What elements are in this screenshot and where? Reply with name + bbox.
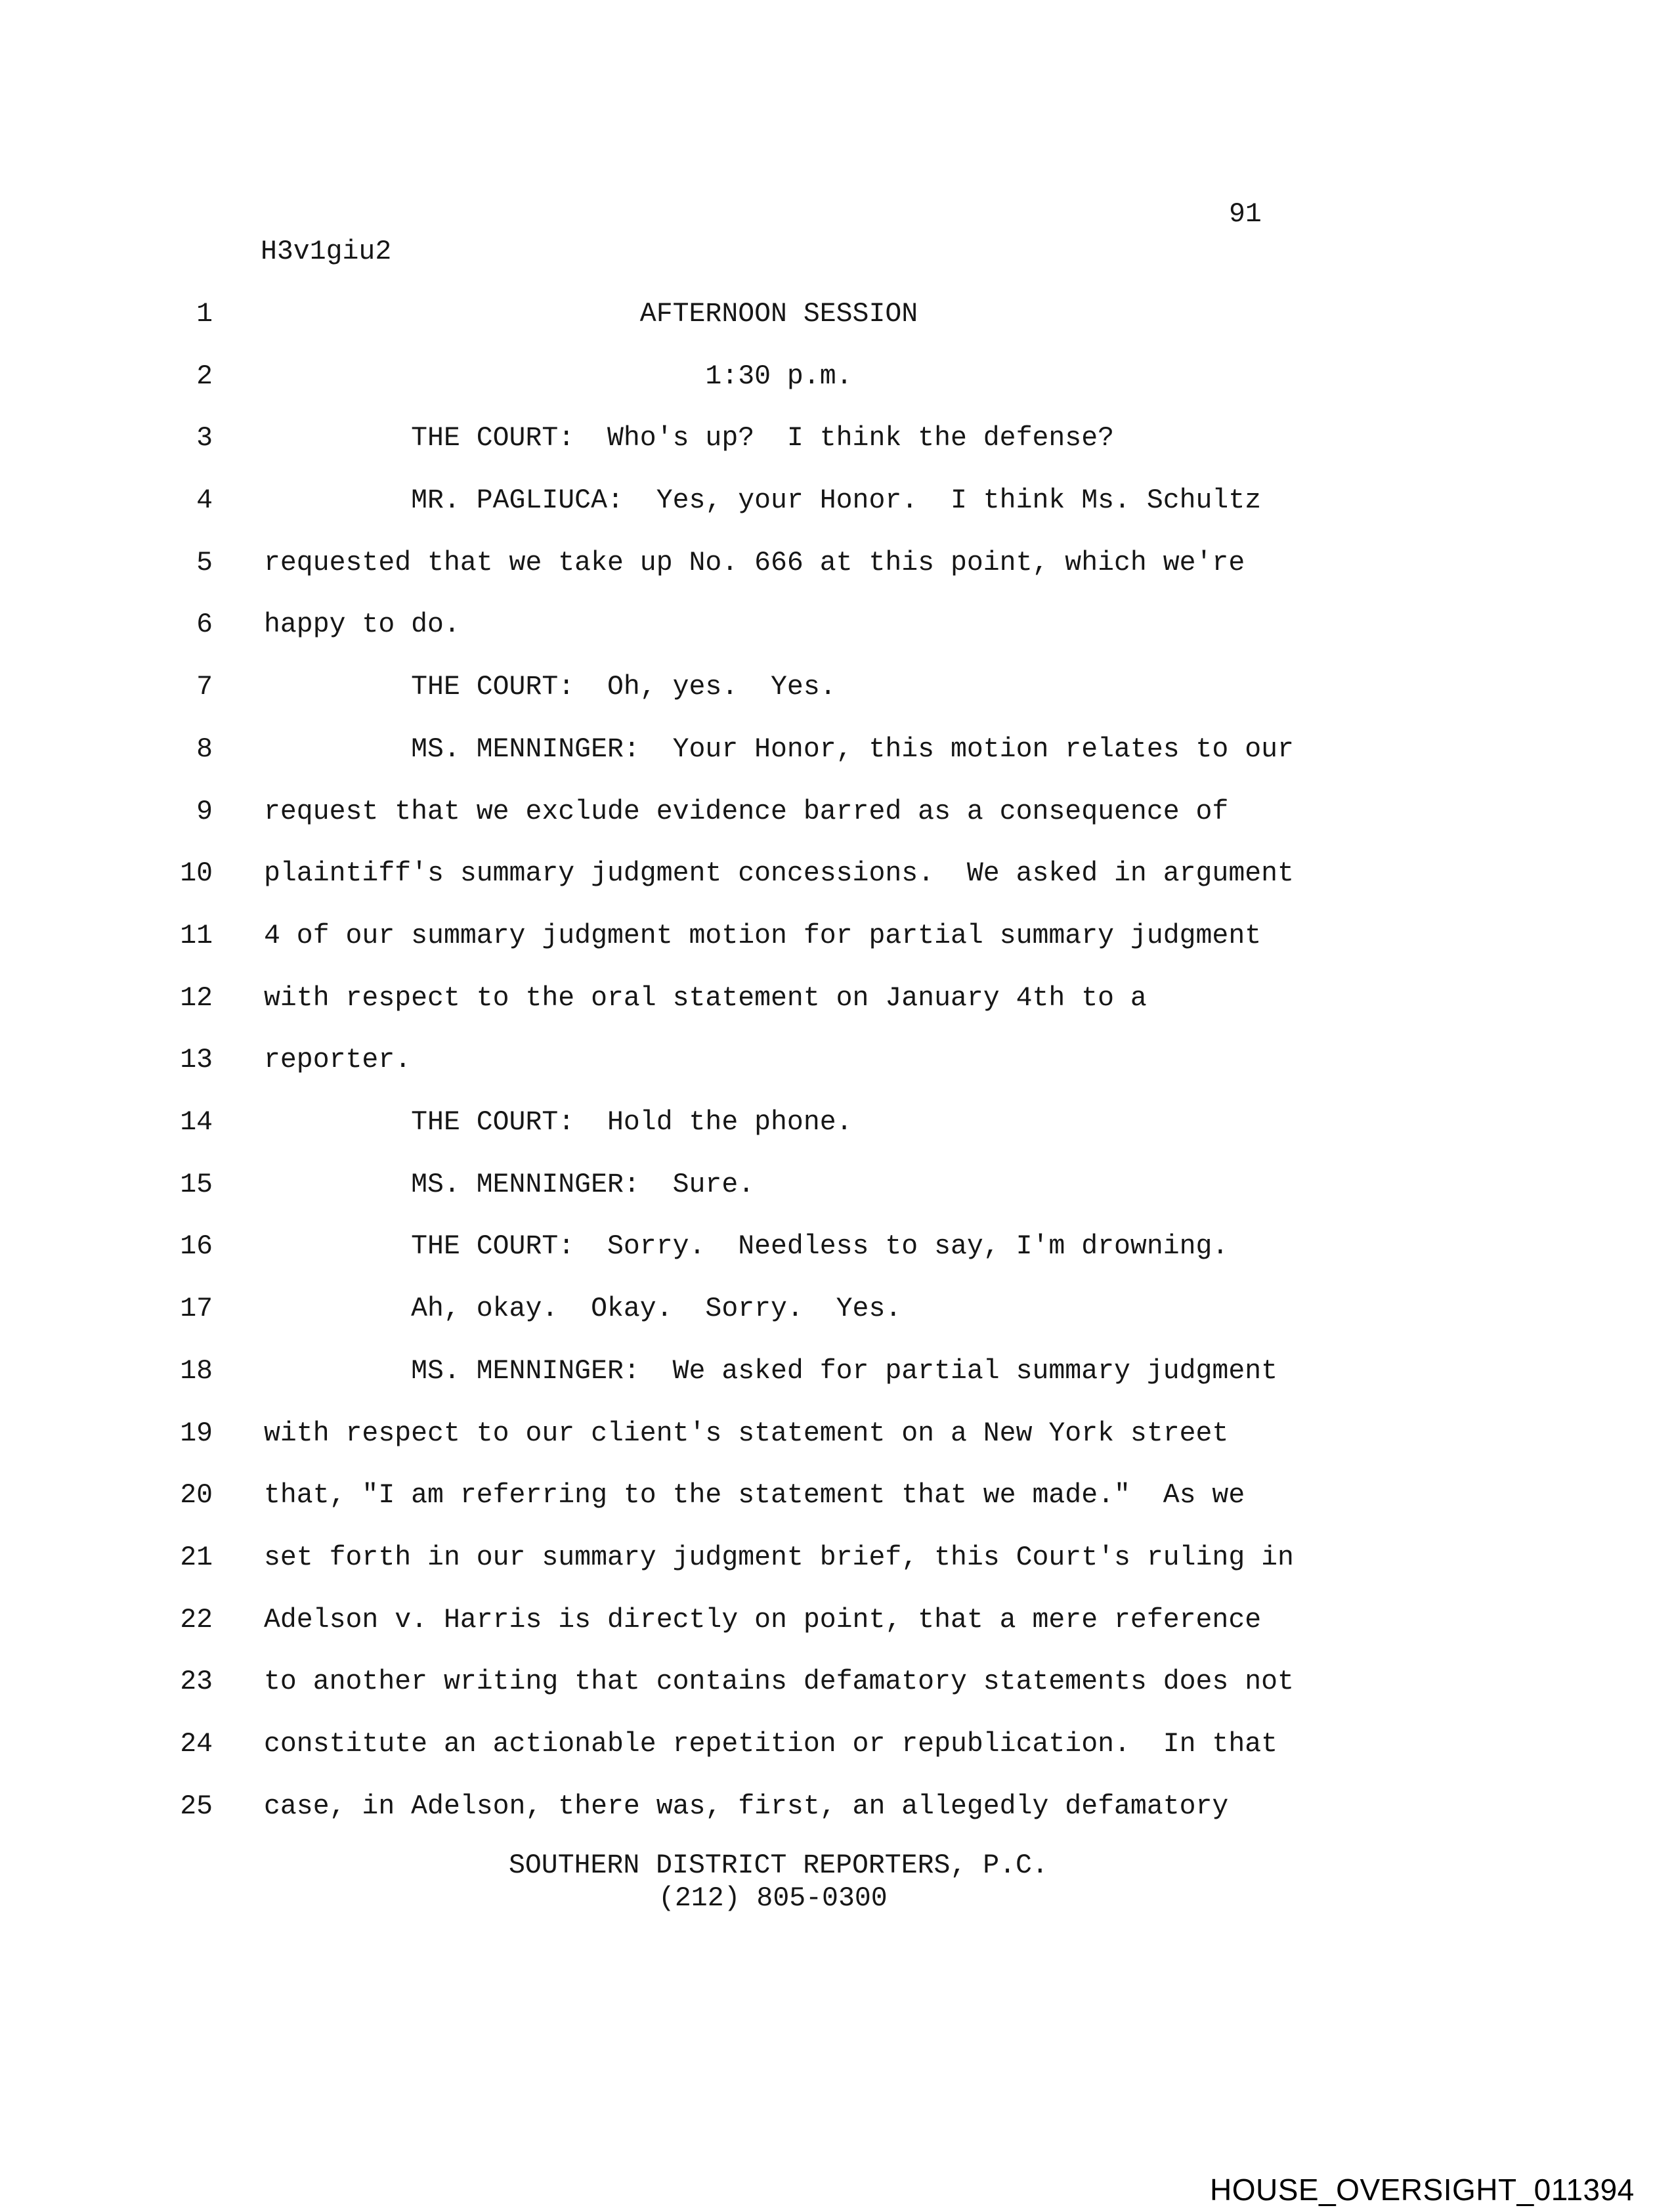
line-number: 15 <box>180 1169 213 1200</box>
line-text: 1:30 p.m. <box>264 361 853 392</box>
line-text: constitute an actionable repetition or republication. In that <box>264 1729 1278 1760</box>
line-number: 14 <box>180 1107 213 1138</box>
line-number: 19 <box>180 1418 213 1449</box>
line-text: requested that we take up No. 666 at this point, which we're <box>264 548 1245 578</box>
line-text: MS. MENNINGER: Your Honor, this motion relates to our <box>264 734 1294 765</box>
transcript-line <box>0 983 1674 1017</box>
line-number: 8 <box>196 734 213 765</box>
line-text: THE COURT: Sorry. Needless to say, I'm drowning. <box>264 1231 1229 1262</box>
line-number: 21 <box>180 1542 213 1573</box>
line-text: with respect to the oral statement on January 4th to a <box>264 983 1147 1014</box>
transcript-line <box>0 485 1674 519</box>
line-number: 17 <box>180 1293 213 1324</box>
line-text: plaintiff's summary judgment concessions. We asked in argument <box>264 858 1294 889</box>
line-text: reporter. <box>264 1045 412 1075</box>
transcript-line <box>0 921 1674 955</box>
line-number: 1 <box>196 299 213 330</box>
line-number: 5 <box>196 548 213 578</box>
line-number: 13 <box>180 1045 213 1075</box>
line-text: MS. MENNINGER: Sure. <box>264 1169 755 1200</box>
footer-reporter-phone: (212) 805-0300 <box>658 1883 888 1914</box>
line-number: 11 <box>180 921 213 951</box>
line-number: 9 <box>196 796 213 827</box>
line-text: Adelson v. Harris is directly on point, that a mere reference <box>264 1605 1262 1636</box>
line-text: that, "I am referring to the statement that we made." As we <box>264 1480 1245 1511</box>
line-text: with respect to our client's statement on a New York street <box>264 1418 1229 1449</box>
line-number: 12 <box>180 983 213 1014</box>
line-number: 23 <box>180 1666 213 1697</box>
line-text: AFTERNOON SESSION <box>264 299 918 330</box>
line-text: request that we exclude evidence barred as a consequence of <box>264 796 1229 827</box>
transcript-line <box>0 548 1674 582</box>
line-text: MR. PAGLIUCA: Yes, your Honor. I think Ms. Schultz <box>264 485 1262 516</box>
transcript-line <box>0 796 1674 831</box>
page-number: 91 <box>1229 199 1262 230</box>
bates-stamp: HOUSE_OVERSIGHT_011394 <box>1210 2173 1635 2207</box>
transcript-line <box>0 1666 1674 1701</box>
transcript-line <box>0 423 1674 457</box>
line-text: Ah, okay. Okay. Sorry. Yes. <box>264 1293 902 1324</box>
transcript-line <box>0 1356 1674 1390</box>
transcript-line <box>0 361 1674 395</box>
transcript-line <box>0 1231 1674 1265</box>
line-text: THE COURT: Hold the phone. <box>264 1107 853 1138</box>
transcript-line <box>0 1418 1674 1452</box>
line-text: happy to do. <box>264 609 460 640</box>
transcript-line <box>0 1791 1674 1825</box>
line-text: THE COURT: Who's up? I think the defense? <box>264 423 1115 454</box>
line-number: 10 <box>180 858 213 889</box>
transcript-line <box>0 299 1674 333</box>
line-text: set forth in our summary judgment brief, this Court's ruling in <box>264 1542 1294 1573</box>
line-text: THE COURT: Oh, yes. Yes. <box>264 672 836 703</box>
line-number: 2 <box>196 361 213 392</box>
line-text: MS. MENNINGER: We asked for partial summary judgment <box>264 1356 1278 1387</box>
transcript-line <box>0 734 1674 768</box>
line-number: 18 <box>180 1356 213 1387</box>
transcript-line <box>0 1169 1674 1204</box>
footer-reporter-company: SOUTHERN DISTRICT REPORTERS, P.C. <box>509 1850 1048 1881</box>
transcript-line <box>0 1480 1674 1514</box>
line-text: case, in Adelson, there was, first, an allegedly defamatory <box>264 1791 1229 1822</box>
line-number: 25 <box>180 1791 213 1822</box>
line-number: 6 <box>196 609 213 640</box>
transcript-id: H3v1giu2 <box>261 236 392 267</box>
transcript-line <box>0 1729 1674 1763</box>
transcript-line <box>0 1542 1674 1576</box>
line-number: 3 <box>196 423 213 454</box>
line-text: to another writing that contains defamatory statements does not <box>264 1666 1294 1697</box>
transcript-line <box>0 672 1674 706</box>
transcript-line <box>0 1605 1674 1639</box>
line-number: 4 <box>196 485 213 516</box>
line-number: 20 <box>180 1480 213 1511</box>
line-text: 4 of our summary judgment motion for partial summary judgment <box>264 921 1262 951</box>
line-number: 7 <box>196 672 213 703</box>
transcript-line <box>0 858 1674 892</box>
line-number: 16 <box>180 1231 213 1262</box>
transcript-line <box>0 1107 1674 1141</box>
line-number: 22 <box>180 1605 213 1636</box>
transcript-line <box>0 1293 1674 1328</box>
transcript-line <box>0 609 1674 643</box>
transcript-line <box>0 1045 1674 1079</box>
line-number: 24 <box>180 1729 213 1760</box>
